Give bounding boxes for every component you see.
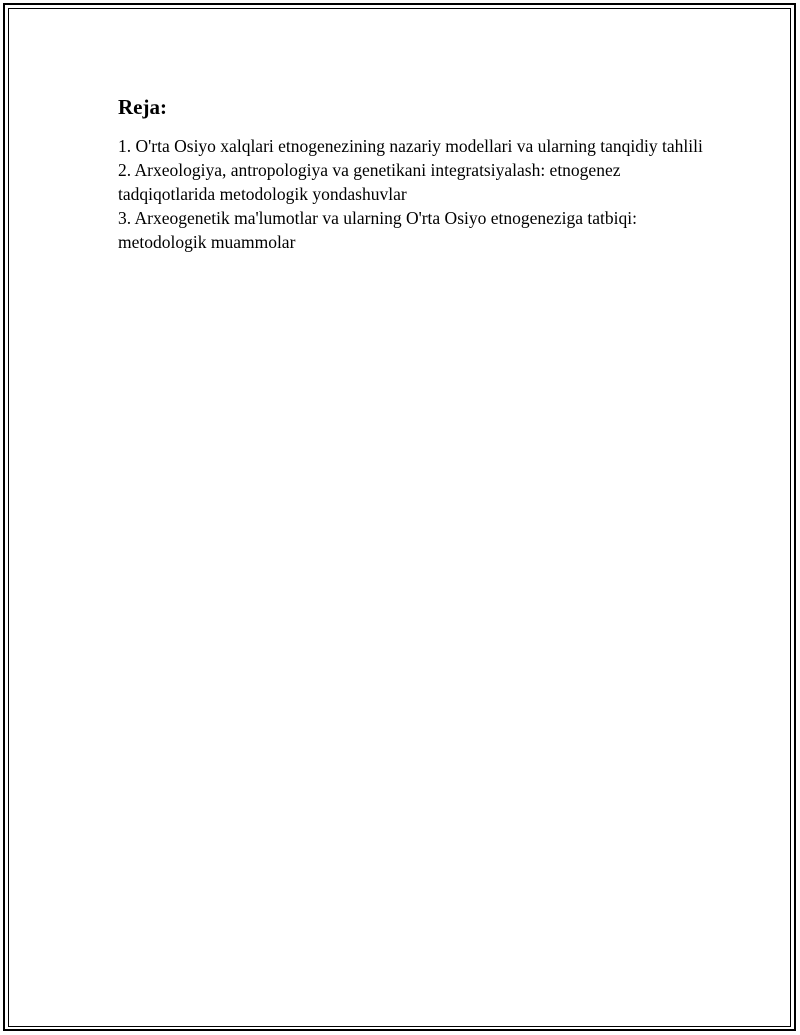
plan-item-1: 1. O'rta Osiyo xalqlari etnogenezining nazariy modellari va ularning tanqidiy tahlili (118, 136, 703, 156)
plan-list (118, 134, 708, 254)
document-content (118, 94, 708, 254)
plan-item-2: 2. Arxeologiya, antropologiya va genetikani integratsiyalash: etnogenez tadqiqotlarida metodologik yondashuvlar (118, 160, 621, 204)
plan-item-3: 3. Arxeogenetik ma'lumotlar va ularning O'rta Osiyo etnogeneziga tatbiqi: metodologik muammolar (118, 208, 638, 252)
plan-title: Reja: (118, 95, 167, 119)
